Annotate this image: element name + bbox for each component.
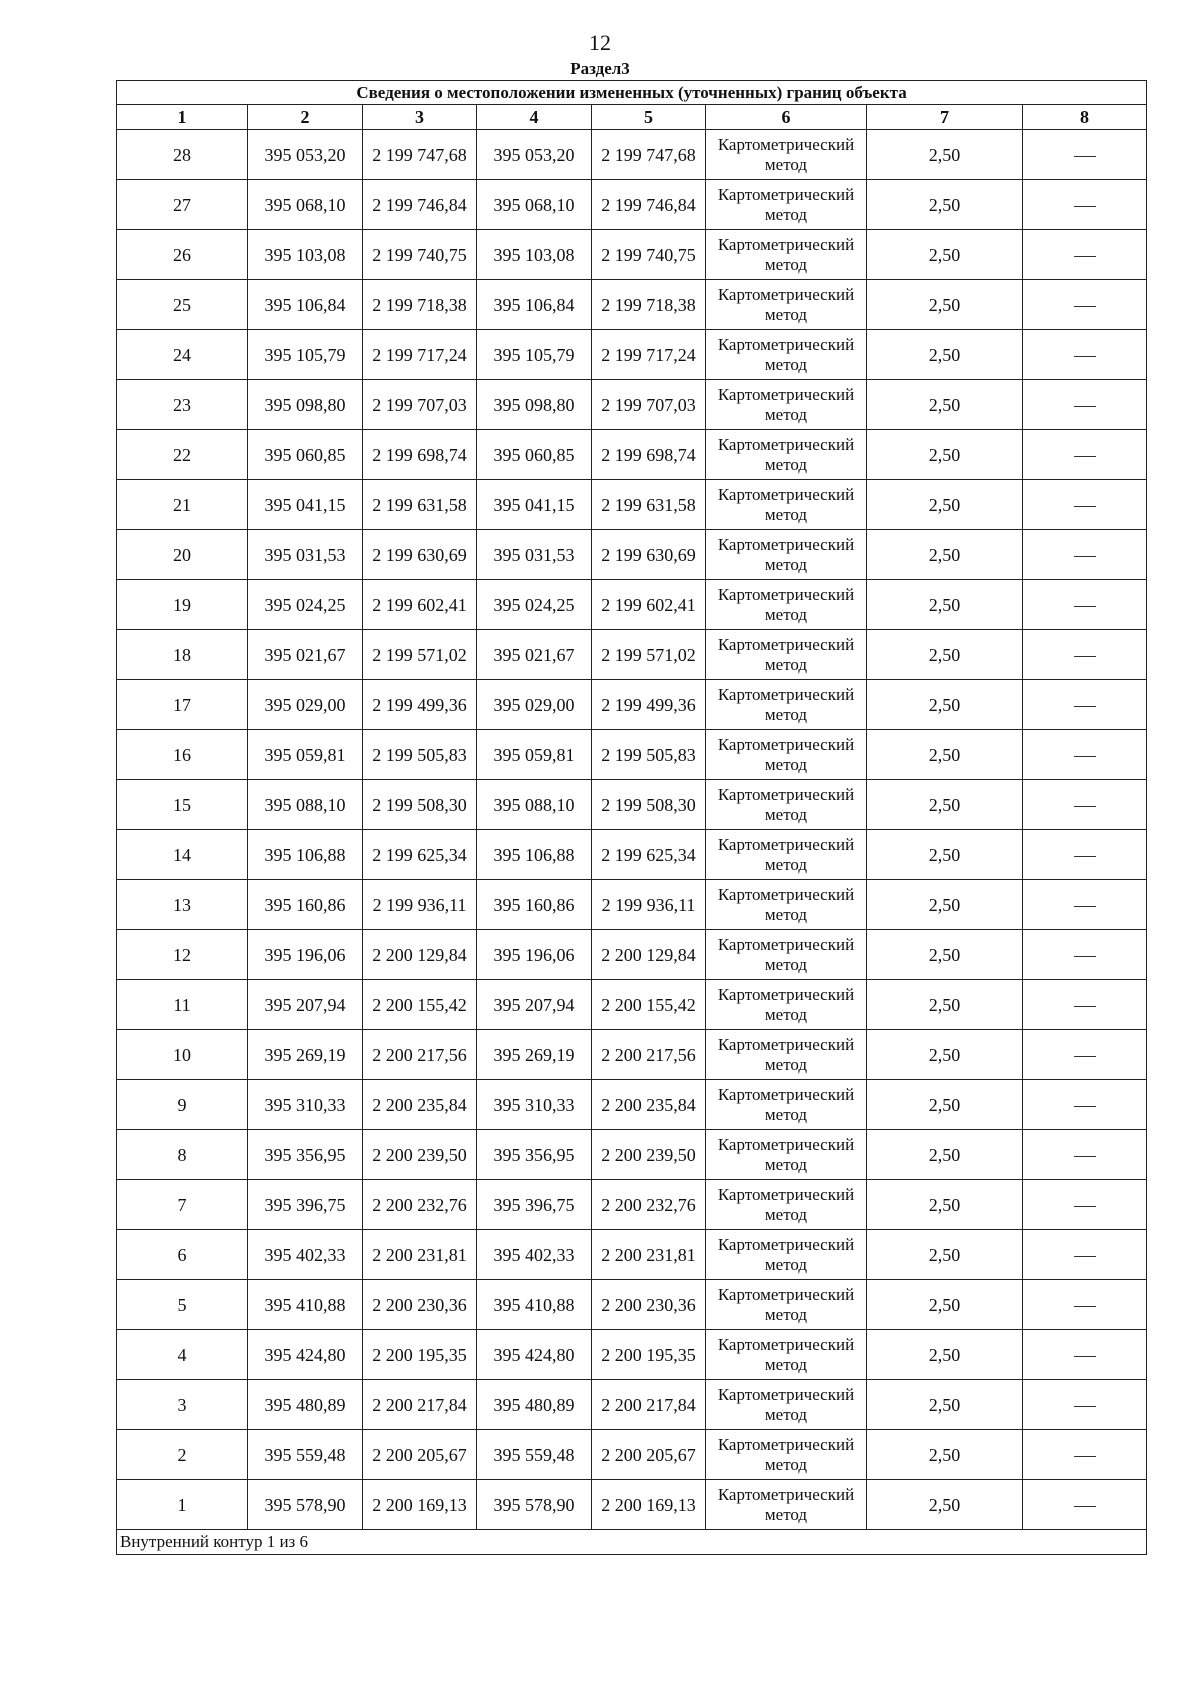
table-row [117, 130, 1147, 180]
point-number: 22 [117, 430, 248, 480]
accuracy-value: 2,50 [867, 1480, 1023, 1530]
table-row [117, 1480, 1147, 1530]
accuracy-value: 2,50 [867, 530, 1023, 580]
x-coordinate-refined: 395 105,79 [477, 330, 592, 380]
x-coordinate-existing: 395 068,10 [248, 180, 363, 230]
note-cell [1023, 1330, 1147, 1380]
determination-method: Картометрический метод [706, 1180, 867, 1230]
x-coordinate-refined: 395 207,94 [477, 980, 592, 1030]
x-coordinate-refined: 395 068,10 [477, 180, 592, 230]
x-coordinate-refined: 395 053,20 [477, 130, 592, 180]
y-coordinate-refined: 2 199 631,58 [592, 480, 706, 530]
x-coordinate-existing: 395 410,88 [248, 1280, 363, 1330]
y-coordinate-existing: 2 199 746,84 [363, 180, 477, 230]
table-row [117, 430, 1147, 480]
point-number: 26 [117, 230, 248, 280]
accuracy-value: 2,50 [867, 780, 1023, 830]
x-coordinate-existing: 395 098,80 [248, 380, 363, 430]
accuracy-value: 2,50 [867, 830, 1023, 880]
y-coordinate-refined: 2 199 936,11 [592, 880, 706, 930]
note-cell [1023, 930, 1147, 980]
point-number: 21 [117, 480, 248, 530]
dash-mark [1074, 1156, 1096, 1157]
point-number: 11 [117, 980, 248, 1030]
determination-method: Картометрический метод [706, 830, 867, 880]
table-row [117, 980, 1147, 1030]
dash-mark [1074, 256, 1096, 257]
dash-mark [1074, 1256, 1096, 1257]
y-coordinate-refined: 2 200 217,56 [592, 1030, 706, 1080]
note-cell [1023, 1280, 1147, 1330]
determination-method: Картометрический метод [706, 1430, 867, 1480]
dash-mark [1074, 1406, 1096, 1407]
determination-method: Картометрический метод [706, 530, 867, 580]
point-number: 1 [117, 1480, 248, 1530]
y-coordinate-refined: 2 200 155,42 [592, 980, 706, 1030]
x-coordinate-refined: 395 098,80 [477, 380, 592, 430]
x-coordinate-refined: 395 106,88 [477, 830, 592, 880]
column-number: 8 [1023, 105, 1147, 130]
determination-method: Картометрический метод [706, 1330, 867, 1380]
y-coordinate-existing: 2 200 205,67 [363, 1430, 477, 1480]
accuracy-value: 2,50 [867, 880, 1023, 930]
table-row [117, 930, 1147, 980]
table-row [117, 1130, 1147, 1180]
y-coordinate-refined: 2 199 698,74 [592, 430, 706, 480]
y-coordinate-refined: 2 199 505,83 [592, 730, 706, 780]
x-coordinate-existing: 395 106,88 [248, 830, 363, 880]
y-coordinate-refined: 2 199 740,75 [592, 230, 706, 280]
dash-mark [1074, 856, 1096, 857]
point-number: 24 [117, 330, 248, 380]
table-row [117, 280, 1147, 330]
y-coordinate-existing: 2 200 217,84 [363, 1380, 477, 1430]
note-cell [1023, 830, 1147, 880]
accuracy-value: 2,50 [867, 1280, 1023, 1330]
dash-mark [1074, 706, 1096, 707]
y-coordinate-refined: 2 200 235,84 [592, 1080, 706, 1130]
y-coordinate-refined: 2 200 232,76 [592, 1180, 706, 1230]
table-row [117, 180, 1147, 230]
point-number: 25 [117, 280, 248, 330]
x-coordinate-refined: 395 396,75 [477, 1180, 592, 1230]
y-coordinate-existing: 2 199 718,38 [363, 280, 477, 330]
dash-mark [1074, 556, 1096, 557]
y-coordinate-refined: 2 199 630,69 [592, 530, 706, 580]
dash-mark [1074, 806, 1096, 807]
table-row [117, 480, 1147, 530]
column-number: 2 [248, 105, 363, 130]
y-coordinate-refined: 2 199 707,03 [592, 380, 706, 430]
dash-mark [1074, 1356, 1096, 1357]
x-coordinate-refined: 395 578,90 [477, 1480, 592, 1530]
y-coordinate-refined: 2 199 746,84 [592, 180, 706, 230]
table-row [117, 1380, 1147, 1430]
y-coordinate-existing: 2 200 129,84 [363, 930, 477, 980]
accuracy-value: 2,50 [867, 430, 1023, 480]
x-coordinate-refined: 395 059,81 [477, 730, 592, 780]
column-number: 7 [867, 105, 1023, 130]
x-coordinate-existing: 395 356,95 [248, 1130, 363, 1180]
note-cell [1023, 780, 1147, 830]
y-coordinate-existing: 2 199 631,58 [363, 480, 477, 530]
section-title: Раздел3 [570, 59, 630, 78]
x-coordinate-refined: 395 269,19 [477, 1030, 592, 1080]
dash-mark [1074, 356, 1096, 357]
note-cell [1023, 380, 1147, 430]
note-cell [1023, 680, 1147, 730]
y-coordinate-refined: 2 199 508,30 [592, 780, 706, 830]
x-coordinate-existing: 395 160,86 [248, 880, 363, 930]
dash-mark [1074, 906, 1096, 907]
column-number: 1 [117, 105, 248, 130]
y-coordinate-existing: 2 199 707,03 [363, 380, 477, 430]
y-coordinate-refined: 2 200 230,36 [592, 1280, 706, 1330]
table-row [117, 680, 1147, 730]
dash-mark [1074, 306, 1096, 307]
y-coordinate-existing: 2 200 217,56 [363, 1030, 477, 1080]
table-row [117, 1030, 1147, 1080]
x-coordinate-refined: 395 559,48 [477, 1430, 592, 1480]
x-coordinate-existing: 395 424,80 [248, 1330, 363, 1380]
note-cell [1023, 630, 1147, 680]
x-coordinate-existing: 395 029,00 [248, 680, 363, 730]
x-coordinate-refined: 395 041,15 [477, 480, 592, 530]
accuracy-value: 2,50 [867, 680, 1023, 730]
dash-mark [1074, 206, 1096, 207]
note-cell [1023, 1030, 1147, 1080]
y-coordinate-existing: 2 199 508,30 [363, 780, 477, 830]
y-coordinate-existing: 2 200 169,13 [363, 1480, 477, 1530]
dash-mark [1074, 1056, 1096, 1057]
x-coordinate-refined: 395 424,80 [477, 1330, 592, 1380]
x-coordinate-refined: 395 310,33 [477, 1080, 592, 1130]
note-cell [1023, 130, 1147, 180]
x-coordinate-refined: 395 106,84 [477, 280, 592, 330]
y-coordinate-refined: 2 200 169,13 [592, 1480, 706, 1530]
x-coordinate-existing: 395 088,10 [248, 780, 363, 830]
determination-method: Картометрический метод [706, 1280, 867, 1330]
determination-method: Картометрический метод [706, 630, 867, 680]
y-coordinate-existing: 2 199 717,24 [363, 330, 477, 380]
determination-method: Картометрический метод [706, 230, 867, 280]
accuracy-value: 2,50 [867, 230, 1023, 280]
accuracy-value: 2,50 [867, 1130, 1023, 1180]
dash-mark [1074, 1206, 1096, 1207]
point-number: 17 [117, 680, 248, 730]
determination-method: Картометрический метод [706, 1080, 867, 1130]
y-coordinate-refined: 2 200 129,84 [592, 930, 706, 980]
column-number: 6 [706, 105, 867, 130]
y-coordinate-refined: 2 200 195,35 [592, 1330, 706, 1380]
dash-mark [1074, 1506, 1096, 1507]
accuracy-value: 2,50 [867, 280, 1023, 330]
determination-method: Картометрический метод [706, 1130, 867, 1180]
point-number: 3 [117, 1380, 248, 1430]
table-row [117, 330, 1147, 380]
note-cell [1023, 280, 1147, 330]
determination-method: Картометрический метод [706, 730, 867, 780]
y-coordinate-existing: 2 199 747,68 [363, 130, 477, 180]
x-coordinate-existing: 395 207,94 [248, 980, 363, 1030]
note-cell [1023, 980, 1147, 1030]
x-coordinate-refined: 395 196,06 [477, 930, 592, 980]
y-coordinate-refined: 2 200 205,67 [592, 1430, 706, 1480]
determination-method: Картометрический метод [706, 280, 867, 330]
x-coordinate-refined: 395 103,08 [477, 230, 592, 280]
point-number: 10 [117, 1030, 248, 1080]
x-coordinate-existing: 395 480,89 [248, 1380, 363, 1430]
x-coordinate-existing: 395 041,15 [248, 480, 363, 530]
x-coordinate-existing: 395 578,90 [248, 1480, 363, 1530]
dash-mark [1074, 756, 1096, 757]
y-coordinate-refined: 2 199 571,02 [592, 630, 706, 680]
x-coordinate-existing: 395 106,84 [248, 280, 363, 330]
table-row [117, 730, 1147, 780]
note-cell [1023, 1480, 1147, 1530]
accuracy-value: 2,50 [867, 730, 1023, 780]
dash-mark [1074, 656, 1096, 657]
determination-method: Картометрический метод [706, 380, 867, 430]
column-number-row [117, 105, 1147, 130]
point-number: 23 [117, 380, 248, 430]
determination-method: Картометрический метод [706, 480, 867, 530]
column-number: 4 [477, 105, 592, 130]
table-row [117, 630, 1147, 680]
y-coordinate-refined: 2 199 718,38 [592, 280, 706, 330]
point-number: 15 [117, 780, 248, 830]
y-coordinate-refined: 2 199 625,34 [592, 830, 706, 880]
x-coordinate-existing: 395 060,85 [248, 430, 363, 480]
point-number: 20 [117, 530, 248, 580]
y-coordinate-existing: 2 199 740,75 [363, 230, 477, 280]
dash-mark [1074, 156, 1096, 157]
x-coordinate-refined: 395 060,85 [477, 430, 592, 480]
note-cell [1023, 330, 1147, 380]
y-coordinate-existing: 2 200 239,50 [363, 1130, 477, 1180]
x-coordinate-existing: 395 196,06 [248, 930, 363, 980]
table-row [117, 1230, 1147, 1280]
y-coordinate-existing: 2 199 505,83 [363, 730, 477, 780]
accuracy-value: 2,50 [867, 380, 1023, 430]
dash-mark [1074, 406, 1096, 407]
table-row [117, 780, 1147, 830]
x-coordinate-existing: 395 024,25 [248, 580, 363, 630]
point-number: 2 [117, 1430, 248, 1480]
x-coordinate-refined: 395 029,00 [477, 680, 592, 730]
x-coordinate-existing: 395 053,20 [248, 130, 363, 180]
note-cell [1023, 730, 1147, 780]
dash-mark [1074, 1306, 1096, 1307]
accuracy-value: 2,50 [867, 1230, 1023, 1280]
x-coordinate-refined: 395 024,25 [477, 580, 592, 630]
determination-method: Картометрический метод [706, 180, 867, 230]
accuracy-value: 2,50 [867, 630, 1023, 680]
table-row [117, 1280, 1147, 1330]
note-cell [1023, 480, 1147, 530]
accuracy-value: 2,50 [867, 330, 1023, 380]
table-row [117, 1180, 1147, 1230]
point-number: 4 [117, 1330, 248, 1380]
accuracy-value: 2,50 [867, 130, 1023, 180]
contour-label: Внутренний контур 1 из 6 [117, 1530, 1147, 1555]
dash-mark [1074, 1456, 1096, 1457]
y-coordinate-refined: 2 199 747,68 [592, 130, 706, 180]
note-cell [1023, 1080, 1147, 1130]
dash-mark [1074, 956, 1096, 957]
note-cell [1023, 1230, 1147, 1280]
y-coordinate-existing: 2 199 936,11 [363, 880, 477, 930]
note-cell [1023, 1180, 1147, 1230]
point-number: 19 [117, 580, 248, 630]
accuracy-value: 2,50 [867, 580, 1023, 630]
point-number: 7 [117, 1180, 248, 1230]
determination-method: Картометрический метод [706, 430, 867, 480]
y-coordinate-refined: 2 200 239,50 [592, 1130, 706, 1180]
accuracy-value: 2,50 [867, 1330, 1023, 1380]
y-coordinate-existing: 2 199 630,69 [363, 530, 477, 580]
column-number: 5 [592, 105, 706, 130]
x-coordinate-refined: 395 480,89 [477, 1380, 592, 1430]
accuracy-value: 2,50 [867, 930, 1023, 980]
point-number: 12 [117, 930, 248, 980]
determination-method: Картометрический метод [706, 930, 867, 980]
determination-method: Картометрический метод [706, 1030, 867, 1080]
note-cell [1023, 1380, 1147, 1430]
point-number: 14 [117, 830, 248, 880]
point-number: 27 [117, 180, 248, 230]
x-coordinate-existing: 395 103,08 [248, 230, 363, 280]
accuracy-value: 2,50 [867, 980, 1023, 1030]
table-row [117, 230, 1147, 280]
determination-method: Картометрический метод [706, 880, 867, 930]
point-number: 28 [117, 130, 248, 180]
point-number: 9 [117, 1080, 248, 1130]
y-coordinate-existing: 2 200 195,35 [363, 1330, 477, 1380]
x-coordinate-existing: 395 402,33 [248, 1230, 363, 1280]
note-cell [1023, 430, 1147, 480]
accuracy-value: 2,50 [867, 1080, 1023, 1130]
x-coordinate-existing: 395 031,53 [248, 530, 363, 580]
point-number: 8 [117, 1130, 248, 1180]
accuracy-value: 2,50 [867, 1030, 1023, 1080]
table-row [117, 530, 1147, 580]
accuracy-value: 2,50 [867, 1430, 1023, 1480]
y-coordinate-existing: 2 199 602,41 [363, 580, 477, 630]
note-cell [1023, 880, 1147, 930]
x-coordinate-existing: 395 269,19 [248, 1030, 363, 1080]
y-coordinate-existing: 2 200 231,81 [363, 1230, 477, 1280]
point-number: 16 [117, 730, 248, 780]
y-coordinate-existing: 2 200 235,84 [363, 1080, 477, 1130]
point-number: 5 [117, 1280, 248, 1330]
x-coordinate-refined: 395 031,53 [477, 530, 592, 580]
x-coordinate-existing: 395 105,79 [248, 330, 363, 380]
point-number: 13 [117, 880, 248, 930]
determination-method: Картометрический метод [706, 130, 867, 180]
determination-method: Картометрический метод [706, 330, 867, 380]
footer-row [117, 1530, 1147, 1555]
y-coordinate-existing: 2 199 698,74 [363, 430, 477, 480]
x-coordinate-refined: 395 088,10 [477, 780, 592, 830]
note-cell [1023, 1430, 1147, 1480]
note-cell [1023, 530, 1147, 580]
determination-method: Картометрический метод [706, 980, 867, 1030]
dash-mark [1074, 456, 1096, 457]
x-coordinate-existing: 395 021,67 [248, 630, 363, 680]
dash-mark [1074, 606, 1096, 607]
x-coordinate-refined: 395 356,95 [477, 1130, 592, 1180]
x-coordinate-refined: 395 160,86 [477, 880, 592, 930]
determination-method: Картометрический метод [706, 580, 867, 630]
y-coordinate-refined: 2 200 217,84 [592, 1380, 706, 1430]
y-coordinate-existing: 2 199 625,34 [363, 830, 477, 880]
accuracy-value: 2,50 [867, 480, 1023, 530]
table-caption: Сведения о местоположении измененных (уточненных) границ объекта [117, 81, 1147, 105]
y-coordinate-refined: 2 200 231,81 [592, 1230, 706, 1280]
table-row [117, 1430, 1147, 1480]
x-coordinate-existing: 395 559,48 [248, 1430, 363, 1480]
boundary-coordinates-table [116, 80, 1147, 1555]
y-coordinate-existing: 2 199 499,36 [363, 680, 477, 730]
x-coordinate-existing: 395 310,33 [248, 1080, 363, 1130]
y-coordinate-refined: 2 199 499,36 [592, 680, 706, 730]
determination-method: Картометрический метод [706, 1230, 867, 1280]
y-coordinate-refined: 2 199 602,41 [592, 580, 706, 630]
point-number: 6 [117, 1230, 248, 1280]
accuracy-value: 2,50 [867, 1380, 1023, 1430]
y-coordinate-existing: 2 200 230,36 [363, 1280, 477, 1330]
x-coordinate-existing: 395 396,75 [248, 1180, 363, 1230]
note-cell [1023, 1130, 1147, 1180]
determination-method: Картометрический метод [706, 780, 867, 830]
table-row [117, 1080, 1147, 1130]
x-coordinate-refined: 395 402,33 [477, 1230, 592, 1280]
point-number: 18 [117, 630, 248, 680]
note-cell [1023, 180, 1147, 230]
note-cell [1023, 230, 1147, 280]
dash-mark [1074, 1006, 1096, 1007]
y-coordinate-existing: 2 200 232,76 [363, 1180, 477, 1230]
table-caption-row [117, 81, 1147, 105]
x-coordinate-existing: 395 059,81 [248, 730, 363, 780]
table-row [117, 380, 1147, 430]
dash-mark [1074, 1106, 1096, 1107]
y-coordinate-existing: 2 199 571,02 [363, 630, 477, 680]
table-row [117, 880, 1147, 930]
determination-method: Картометрический метод [706, 1480, 867, 1530]
y-coordinate-refined: 2 199 717,24 [592, 330, 706, 380]
determination-method: Картометрический метод [706, 1380, 867, 1430]
x-coordinate-refined: 395 021,67 [477, 630, 592, 680]
page-number: 12 [589, 30, 611, 55]
dash-mark [1074, 506, 1096, 507]
note-cell [1023, 580, 1147, 630]
table-row [117, 830, 1147, 880]
accuracy-value: 2,50 [867, 180, 1023, 230]
x-coordinate-refined: 395 410,88 [477, 1280, 592, 1330]
column-number: 3 [363, 105, 477, 130]
determination-method: Картометрический метод [706, 680, 867, 730]
table-row [117, 1330, 1147, 1380]
accuracy-value: 2,50 [867, 1180, 1023, 1230]
table-row [117, 580, 1147, 630]
y-coordinate-existing: 2 200 155,42 [363, 980, 477, 1030]
